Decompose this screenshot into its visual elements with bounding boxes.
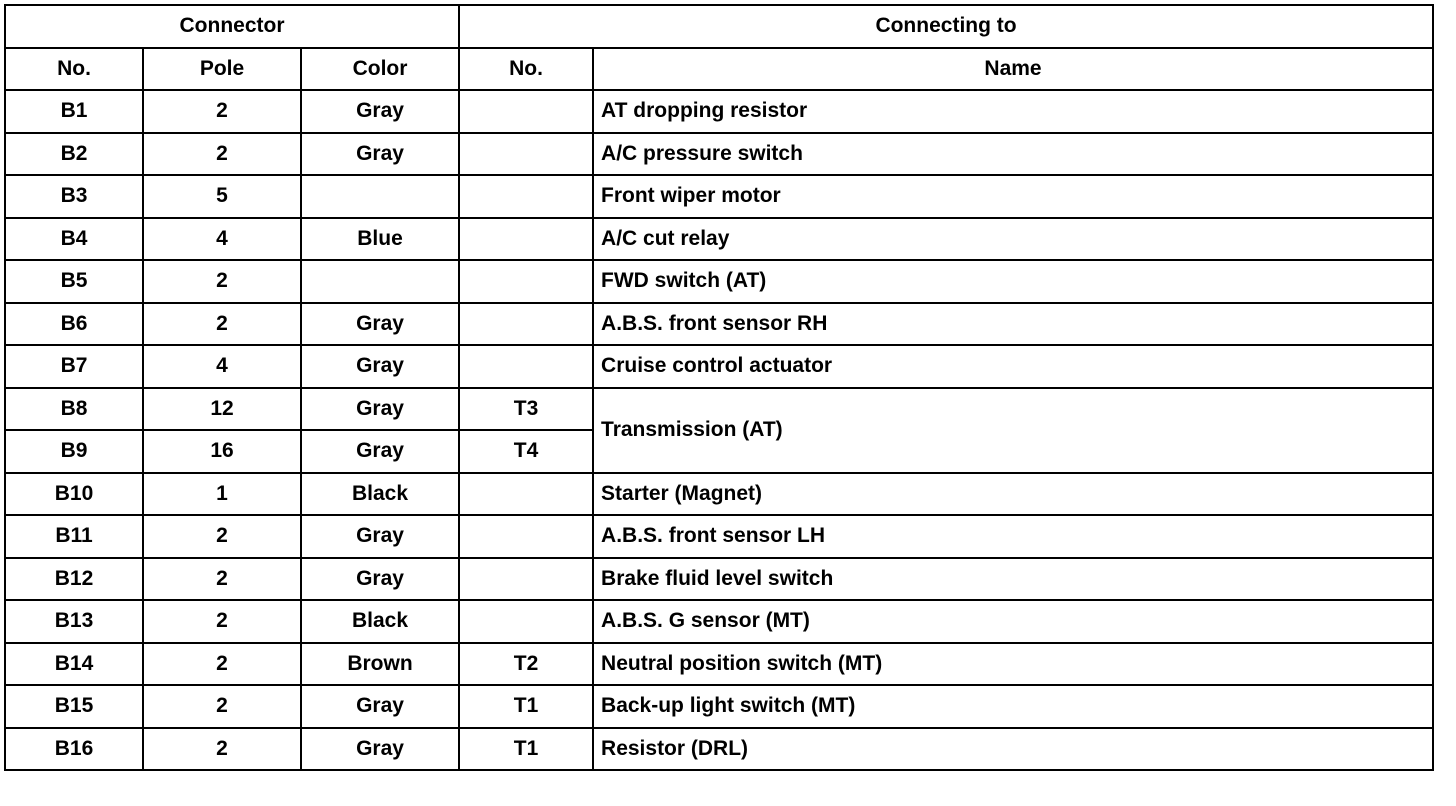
col-header-name: Name — [593, 48, 1433, 91]
cell-name: Neutral position switch (MT) — [593, 643, 1433, 686]
cell-no: B13 — [5, 600, 143, 643]
connector-group-header: Connector — [5, 5, 459, 48]
cell-color: Gray — [301, 515, 459, 558]
table-row — [5, 643, 1433, 686]
cell-pole: 4 — [143, 218, 301, 261]
table-row — [5, 473, 1433, 516]
col-header-pole: Pole — [143, 48, 301, 91]
cell-connecting-no: T1 — [459, 685, 593, 728]
cell-connecting-no — [459, 218, 593, 261]
cell-color — [301, 260, 459, 303]
cell-no: B4 — [5, 218, 143, 261]
cell-no: B16 — [5, 728, 143, 771]
cell-pole: 1 — [143, 473, 301, 516]
cell-name: Resistor (DRL) — [593, 728, 1433, 771]
cell-color: Gray — [301, 345, 459, 388]
cell-connecting-no — [459, 473, 593, 516]
cell-no: B8 — [5, 388, 143, 431]
cell-pole: 2 — [143, 303, 301, 346]
cell-connecting-no — [459, 600, 593, 643]
table-row — [5, 600, 1433, 643]
cell-name: A.B.S. front sensor RH — [593, 303, 1433, 346]
cell-color: Gray — [301, 728, 459, 771]
cell-pole: 2 — [143, 728, 301, 771]
cell-no: B9 — [5, 430, 143, 473]
cell-name: Back-up light switch (MT) — [593, 685, 1433, 728]
cell-connecting-no: T2 — [459, 643, 593, 686]
cell-name: A/C pressure switch — [593, 133, 1433, 176]
table-row — [5, 260, 1433, 303]
cell-connecting-no — [459, 133, 593, 176]
table-row — [5, 685, 1433, 728]
cell-pole: 16 — [143, 430, 301, 473]
col-header-color: Color — [301, 48, 459, 91]
cell-name: Starter (Magnet) — [593, 473, 1433, 516]
cell-no: B1 — [5, 90, 143, 133]
column-header-row — [5, 48, 1433, 91]
cell-color — [301, 175, 459, 218]
cell-color: Blue — [301, 218, 459, 261]
cell-name: A.B.S. front sensor LH — [593, 515, 1433, 558]
cell-name: Front wiper motor — [593, 175, 1433, 218]
cell-no: B10 — [5, 473, 143, 516]
cell-name: Cruise control actuator — [593, 345, 1433, 388]
cell-name: Transmission (AT) — [593, 388, 1433, 473]
cell-pole: 2 — [143, 133, 301, 176]
cell-pole: 2 — [143, 90, 301, 133]
cell-no: B2 — [5, 133, 143, 176]
cell-connecting-no: T1 — [459, 728, 593, 771]
cell-color: Black — [301, 473, 459, 516]
cell-pole: 2 — [143, 515, 301, 558]
cell-color: Gray — [301, 558, 459, 601]
table-row — [5, 175, 1433, 218]
cell-color: Gray — [301, 90, 459, 133]
cell-color: Gray — [301, 303, 459, 346]
cell-no: B7 — [5, 345, 143, 388]
cell-no: B6 — [5, 303, 143, 346]
cell-pole: 4 — [143, 345, 301, 388]
cell-no: B3 — [5, 175, 143, 218]
cell-no: B5 — [5, 260, 143, 303]
cell-pole: 2 — [143, 600, 301, 643]
group-header-row — [5, 5, 1433, 48]
cell-connecting-no — [459, 303, 593, 346]
cell-color: Gray — [301, 133, 459, 176]
cell-connecting-no — [459, 345, 593, 388]
cell-connecting-no: T4 — [459, 430, 593, 473]
cell-pole: 12 — [143, 388, 301, 431]
cell-name: AT dropping resistor — [593, 90, 1433, 133]
cell-connecting-no: T3 — [459, 388, 593, 431]
col-header-connecting-no: No. — [459, 48, 593, 91]
cell-pole: 5 — [143, 175, 301, 218]
cell-no: B12 — [5, 558, 143, 601]
cell-pole: 2 — [143, 643, 301, 686]
cell-color: Gray — [301, 388, 459, 431]
cell-connecting-no — [459, 90, 593, 133]
cell-color: Gray — [301, 685, 459, 728]
cell-no: B11 — [5, 515, 143, 558]
col-header-no: No. — [5, 48, 143, 91]
table-row — [5, 728, 1433, 771]
table-row — [5, 303, 1433, 346]
cell-pole: 2 — [143, 558, 301, 601]
table-row — [5, 90, 1433, 133]
cell-no: B15 — [5, 685, 143, 728]
table-row — [5, 218, 1433, 261]
table-row — [5, 558, 1433, 601]
table-row — [5, 388, 1433, 431]
table-row — [5, 133, 1433, 176]
cell-pole: 2 — [143, 260, 301, 303]
cell-color: Black — [301, 600, 459, 643]
cell-connecting-no — [459, 558, 593, 601]
cell-connecting-no — [459, 260, 593, 303]
cell-name: A/C cut relay — [593, 218, 1433, 261]
connector-table — [4, 4, 1434, 771]
cell-connecting-no — [459, 175, 593, 218]
cell-color: Gray — [301, 430, 459, 473]
cell-pole: 2 — [143, 685, 301, 728]
cell-connecting-no — [459, 515, 593, 558]
cell-color: Brown — [301, 643, 459, 686]
cell-name: Brake fluid level switch — [593, 558, 1433, 601]
table-row — [5, 515, 1433, 558]
connecting-to-group-header: Connecting to — [459, 5, 1433, 48]
cell-name: FWD switch (AT) — [593, 260, 1433, 303]
table-row — [5, 345, 1433, 388]
cell-no: B14 — [5, 643, 143, 686]
cell-name: A.B.S. G sensor (MT) — [593, 600, 1433, 643]
